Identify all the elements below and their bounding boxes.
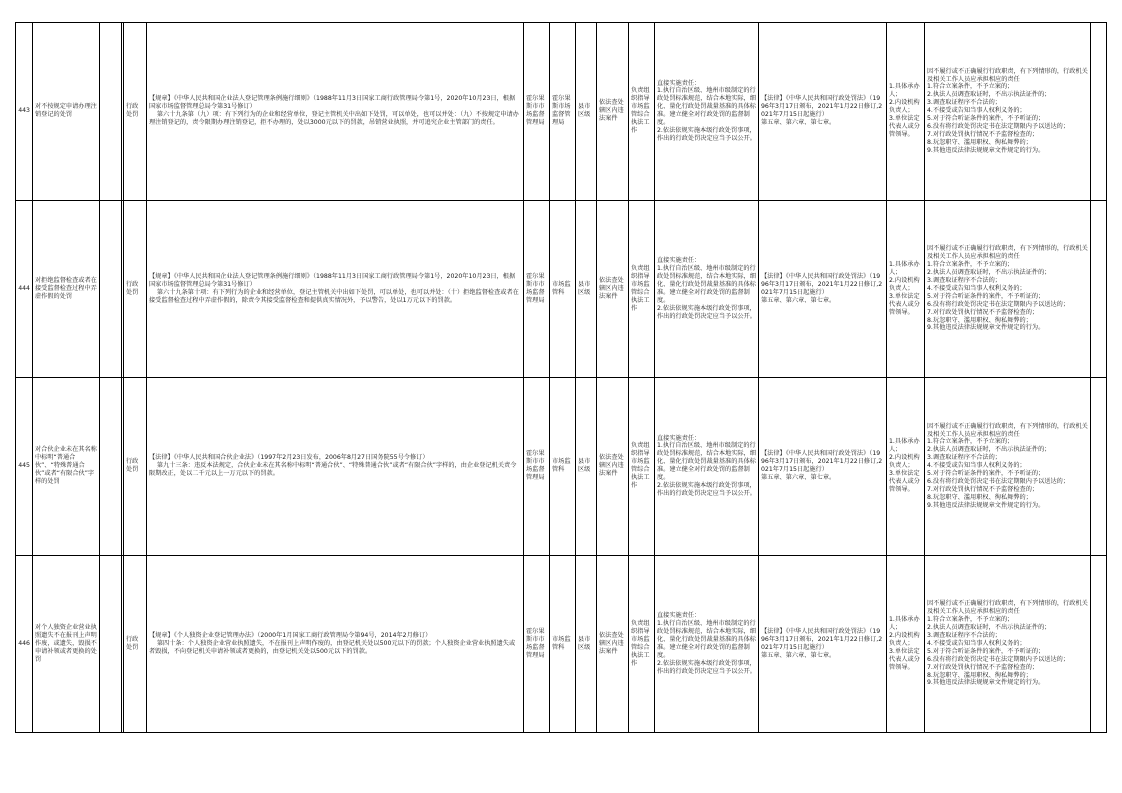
responsible-person: 1.具体承办人； 2.内设机构负责人； 3.单位法定代表人或分管领导。: [887, 555, 925, 733]
liability-text: 因不履行或不正确履行行政职责，有下列情形的，行政机关及相关工作人员应承担相应的责任 1.符合立案条件，不予立案的； 2.执法人员调查取证时，不出示执法证件的； 3.调查取证程序不合法的； 4.不接受或告知当事人权利义务的； 5.对于符合听证条件的案件，不予听证的； 6.没有将行政处罚决定书在法定期限内予以送达的； 7.对行政处罚执行情况不予监督检查的； 8.玩忽职守、滥用职权、徇私舞弊的； 9.其他违反法律法规规章文件规定的行为。: [925, 200, 1091, 378]
scope: 依法查处辖区内违法案件: [597, 200, 629, 378]
admin-level: 县市区级: [576, 378, 597, 556]
legal-basis: 【法律】《中华人民共和国合伙企业法》（1997年2月23日发布，2006年8月27日国务院55号令修订） 第九十三条：违反本法规定，合伙企业未在其名称中标明“普通合伙”、“特殊普通合伙”或者“有限合伙”字样的，由企业登记机关责令限期改正，处以二千元以上一万元以下的罚款。: [147, 378, 524, 556]
row-number: 443: [16, 23, 33, 201]
implementing-dept: 市场监管科: [550, 378, 576, 556]
liability-text: 因不履行或不正确履行行政职责，有下列情形的，行政机关及相关工作人员应承担相应的责任 1.符合立案条件，不予立案的； 2.执法人员调查取证时，不出示执法证件的； 3.调查取证程序不合法的； 4.不接受或告知当事人权利义务的； 5.对于符合听证条件的案件，不予听证的； 6.没有将行政处罚决定书在法定期限内予以送达的； 7.对行政处罚执行情况不予监督检查的； 8.玩忽职守、滥用职权、徇私舞弊的； 9.其他违反法律法规规章文件规定的行为。: [925, 555, 1091, 733]
implementing-dept: 霍尔果斯市场监督管理局: [550, 23, 576, 201]
duty-text: 直接实施责任： 1.执行自治区级、地州市级制定的行政处罚标准规范，结合本地实际，细化、量化行政处罚裁量基准的具体标准。建立健全对行政处罚的监督制度。 2.依法依规实施本级行政处罚事项，作出的行政处罚决定应当予以公开。: [655, 378, 759, 556]
implementing-subject: 霍尔果斯市市场监督管理局: [524, 23, 550, 201]
responsible-dept: 负责组织指导市场监管综合执法工作: [629, 378, 655, 556]
scope: 依法查处辖区内违法案件: [597, 23, 629, 201]
responsible-dept: 负责组织指导市场监管综合执法工作: [629, 200, 655, 378]
responsible-dept: 负责组织指导市场监管综合执法工作: [629, 555, 655, 733]
blank-cell: [100, 555, 122, 733]
responsible-person: 1.具体承办人； 2.内设机构负责人； 3.单位法定代表人或分管领导。: [887, 200, 925, 378]
implementing-subject: 霍尔果斯市市场监督管理局: [524, 200, 550, 378]
law-reference: 【法律】《中华人民共和国行政处罚法》（1996年3月17日颁布，2021年1月22日修订,2021年7月15日起施行） 第五章、第六章、第七章。: [759, 555, 887, 733]
category: 行政处罚: [124, 23, 147, 201]
admin-level: 县市区级: [576, 200, 597, 378]
duty-text: 直接实施责任： 1.执行自治区级、地州市级制定的行政处罚标准规范，结合本地实际，细化、量化行政处罚裁量基准的具体标准。建立健全对行政处罚的监督制度。 2.依法依规实施本级行政处罚事项，作出的行政处罚决定应当予以公开。: [655, 23, 759, 201]
implementing-dept: 市场监管科: [550, 555, 576, 733]
item-name: 对合伙企业未在其名称中标明“普通合伙”、“特殊普通合伙”或者“有限合伙”字样的处罚: [33, 378, 100, 556]
law-reference: 【法律】《中华人民共和国行政处罚法》（1996年3月17日颁布，2021年1月22日修订,2021年7月15日起施行） 第五章、第六章、第七章。: [759, 200, 887, 378]
duty-text: 直接实施责任： 1.执行自治区级、地州市级制定的行政处罚标准规范，结合本地实际，细化、量化行政处罚裁量基准的具体标准。建立健全对行政处罚的监督制度。 2.依法依规实施本级行政处罚事项，作出的行政处罚决定应当予以公开。: [655, 555, 759, 733]
responsible-dept: 负责组织指导市场监管综合执法工作: [629, 23, 655, 201]
blank-cell: [100, 200, 122, 378]
responsible-person: 1.具体承办人； 2.内设机构负责人； 3.单位法定代表人或分管领导。: [887, 378, 925, 556]
implementing-dept: 市场监管科: [550, 200, 576, 378]
remarks: [1091, 200, 1107, 378]
duty-text: 直接实施责任： 1.执行自治区级、地州市级制定的行政处罚标准规范，结合本地实际，细化、量化行政处罚裁量基准的具体标准。建立健全对行政处罚的监督制度。 2.依法依规实施本级行政处罚事项，作出的行政处罚决定应当予以公开。: [655, 200, 759, 378]
category: 行政处罚: [124, 200, 147, 378]
row-number: 446: [16, 555, 33, 733]
item-name: 对个人独资企业营业执照遗失不在报刊上声明作废，或遗失，毁损不申请补领或者更换的处罚: [33, 555, 100, 733]
legal-basis: 【规章】《中华人民共和国企业法人登记管理条例施行细则》（1988年11月3日国家工商行政管理局令第1号，2020年10月23日，根据国家市场监督管理总局令第31号修订） 第六十九条第（九）项：有下列行为的企业和经营单位，登记主管机关中出如下处罚，可以单处，也可以并处：（九）不按规定申请办理注销登记的，责令限期办理注销登记，拒不办理的，处以3000元以下的罚款，吊销营业执照，并可追究企业主管部门的责任。: [147, 23, 524, 201]
table-row: [16, 200, 1107, 378]
implementing-subject: 霍尔果斯市市场监督管理局: [524, 378, 550, 556]
implementing-subject: 霍尔果斯市市场监督管理局: [524, 555, 550, 733]
item-name: 对不按规定申请办理注销登记的处罚: [33, 23, 100, 201]
category: 行政处罚: [124, 378, 147, 556]
table-row: [16, 555, 1107, 733]
responsible-person: 1.具体承办人； 2.内设机构负责人； 3.单位法定代表人或分管领导。: [887, 23, 925, 201]
legal-basis: 【规章】《中华人民共和国企业法人登记管理条例施行细则》（1988年11月3日国家工商行政管理局令第1号，2020年10月23日，根据国家市场监督管理总局令第31号修订） 第六十九条第十项：有下列行为的企业和经营单位，登记主管机关中出如下处罚，可以单处，也可以并处：（十）拒绝监督检查或者在接受监督检查过程中弄虚作假的，除责令其接受监督检查和提供真实情况外，予以警告，处以1万元以下的罚款。: [147, 200, 524, 378]
remarks: [1091, 23, 1107, 201]
blank-cell: [100, 378, 122, 556]
law-reference: 【法律】《中华人民共和国行政处罚法》（1996年3月17日颁布，2021年1月22日修订,2021年7月15日起施行） 第五章、第六章、第七章。: [759, 23, 887, 201]
scope: 依法查处辖区内违法案件: [597, 555, 629, 733]
admin-level: 县市区级: [576, 23, 597, 201]
liability-text: 因不履行或不正确履行行政职责，有下列情形的，行政机关及相关工作人员应承担相应的责任 1.符合立案条件，不予立案的； 2.执法人员调查取证时，不出示执法证件的； 3.调查取证程序不合法的； 4.不接受或告知当事人权利义务的； 5.对于符合听证条件的案件，不予听证的； 6.没有将行政处罚决定书在法定期限内予以送达的； 7.对行政处罚执行情况不予监督检查的； 8.玩忽职守、滥用职权、徇私舞弊的； 9.其他违反法律法规规章文件规定的行为。: [925, 23, 1091, 201]
admin-level: 县市区级: [576, 555, 597, 733]
remarks: [1091, 378, 1107, 556]
liability-text: 因不履行或不正确履行行政职责，有下列情形的，行政机关及相关工作人员应承担相应的责任 1.符合立案条件，不予立案的； 2.执法人员调查取证时，不出示执法证件的； 3.调查取证程序不合法的； 4.不接受或告知当事人权利义务的； 5.对于符合听证条件的案件，不予听证的； 6.没有将行政处罚决定书在法定期限内予以送达的； 7.对行政处罚执行情况不予监督检查的； 8.玩忽职守、滥用职权、徇私舞弊的； 9.其他违反法律法规规章文件规定的行为。: [925, 378, 1091, 556]
blank-cell: [100, 23, 122, 201]
category: 行政处罚: [124, 555, 147, 733]
law-reference: 【法律】《中华人民共和国行政处罚法》（1996年3月17日颁布，2021年1月22日修订,2021年7月15日起施行） 第五章、第六章、第七章。: [759, 378, 887, 556]
remarks: [1091, 555, 1107, 733]
table-row: [16, 378, 1107, 556]
table-row: [16, 23, 1107, 201]
row-number: 444: [16, 200, 33, 378]
legal-basis: 【规章】《个人独资企业登记管理办法》（2000年1月国家工商行政管理局令第94号，2014年2月修订） 第四十条：个人独资企业营业执照遗失，不在报刊上声明作废的，由登记机关处以500元以下的罚款；个人独资企业营业执照遗失或者毁损，不向登记机关申请补领或者更换的，由登记机关处以500元以下的罚款。: [147, 555, 524, 733]
row-number: 445: [16, 378, 33, 556]
item-name: 对拒绝监督检查或者在接受监督检查过程中弄虚作假的处罚: [33, 200, 100, 378]
power-list-table: [15, 22, 1107, 733]
scope: 依法查处辖区内违法案件: [597, 378, 629, 556]
